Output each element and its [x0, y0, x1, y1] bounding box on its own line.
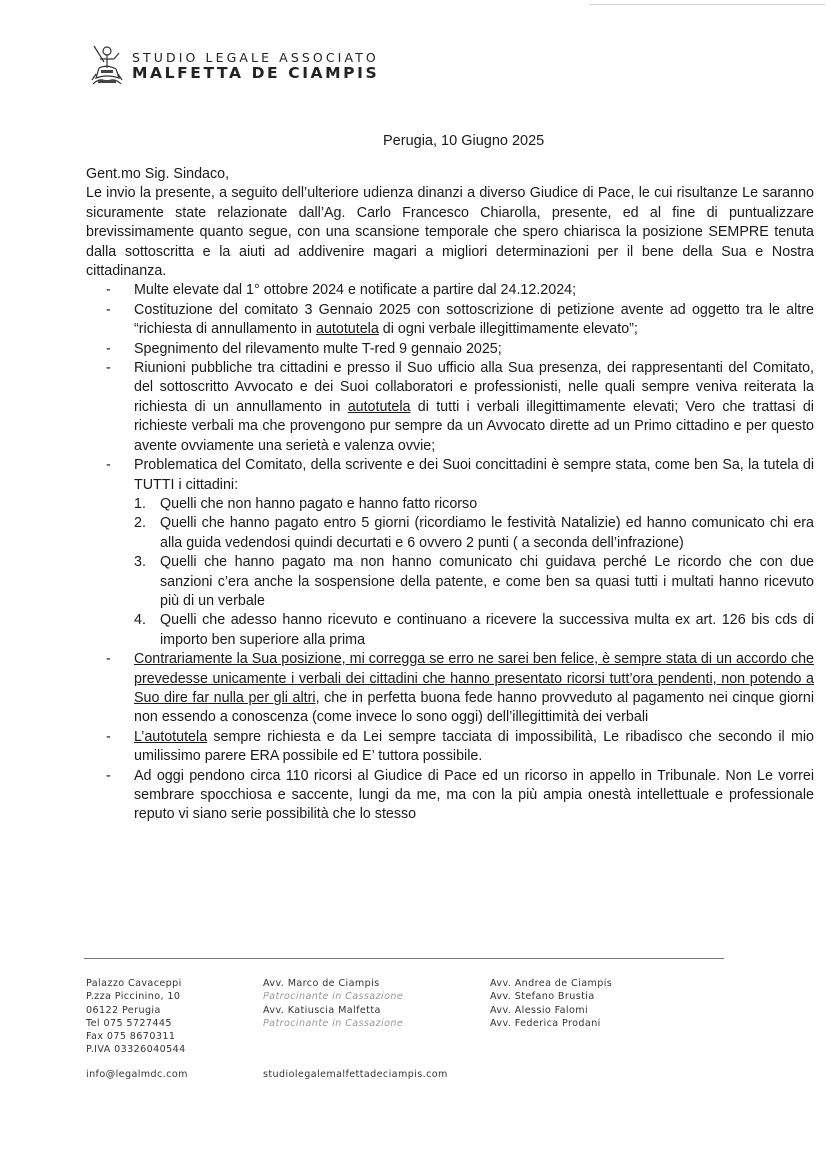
- bullet-text: sempre richiesta e da Lei sempre tacciata di impossibilità, Le ribadisco che secondo il mio umilissimo parere ERA possibile ed E’ tuttora possibile.: [134, 728, 814, 765]
- item-number: 1.: [134, 495, 146, 512]
- numbered-item: [134, 495, 814, 514]
- item-number: 4.: [134, 612, 146, 629]
- underlined-term: autotutela: [347, 398, 411, 415]
- underlined-term: L’autotutela: [134, 728, 208, 745]
- vat-number: P.IVA 03326040544: [86, 1044, 186, 1056]
- bullet-text: Riunioni pubbliche tra cittadini e presso il Suo ufficio alla Sua presenza, dei rappresentanti del Comitato, del sottoscritto Avvocato e dei Suoi collaboratori e professionisti, nelle quali sempre veniva reiterata la richiesta di un annullamento in: [134, 360, 814, 415]
- bullet-text: Multe elevate dal 1° ottobre 2024 e notificate a partire dal 24.12.2024;: [134, 282, 577, 299]
- bullet-item: [86, 281, 814, 300]
- partner-title: Patrocinante in Cassazione: [263, 991, 404, 1003]
- bullet-item: [86, 359, 814, 456]
- letter-body: [86, 165, 814, 825]
- partner-name: Avv. Katiuscia Malfetta: [263, 1004, 381, 1016]
- address-line: 06122 Perugia: [86, 1004, 161, 1016]
- underlined-term: autotutela: [316, 321, 379, 338]
- firm-subtitle: STUDIO LEGALE ASSOCIATO: [132, 50, 379, 65]
- bullet-item: [86, 340, 814, 359]
- item-text: Quelli che hanno pagato ma non hanno comunicato chi guidava perché Le ricordo che con due sanzioni c’era anche la sospensione della patente, e come ben sa quasi tutti i multati hanno ricevuto più di un verbale: [160, 554, 814, 609]
- numbered-item: [134, 611, 814, 650]
- bullet-list: [86, 281, 814, 824]
- phone-number: Tel 075 5727445: [86, 1017, 172, 1029]
- underlined-passage: Contrariamente la Sua posizione, mi corregga se erro ne sarei ben felice, è sempre stata di un accordo che prevedesse unicamente i verbali dei cittadini che hanno presentato ricorsi tutt’ora pendenti, non potendo a Suo dire far nulla per gli altri,: [134, 651, 814, 706]
- item-text: Quelli che hanno pagato entro 5 giorni (ricordiamo le festività Natalizie) ed hanno comunicato chi era alla guida vedendosi quindi decurtati e 6 ovvero 2 punti ( a seconda dell’infrazione): [160, 515, 814, 551]
- item-text: Quelli che non hanno pagato e hanno fatto ricorso: [160, 495, 478, 512]
- associate-name: Avv. Alessio Falomi: [490, 1004, 589, 1016]
- footer-email[interactable]: info@legalmdc.com: [86, 1069, 188, 1080]
- footer-partners: [263, 977, 403, 1030]
- bullet-item: [86, 728, 814, 767]
- bullet-text: di tutti i verbali illegittimamente elevati; Vero che trattasi di richieste verbali ma che provengono pur sempre da un Avvocato dirette ad un Primo cittadino e per questo avente ovviamente una serietà e valenza ovvie;: [134, 398, 814, 454]
- letterhead: [90, 44, 379, 88]
- bullet-text: che in perfetta buona fede hanno provveduto al pagamento nei cinque giorni non essendo a conoscenza (come invece lo sono oggi) dell’illegittimità dei verbali: [134, 689, 815, 726]
- partner-name: Avv. Marco de Ciampis: [263, 978, 380, 989]
- numbered-item: [134, 514, 814, 553]
- bullet-item: [86, 650, 814, 728]
- footer-divider: [84, 958, 724, 959]
- bullet-text: Problematica del Comitato, della scrivente e dei Suoi concittadini è sempre stata, come ben Sa, la tutela di TUTTI i cittadini:: [134, 457, 814, 493]
- letter-date: Perugia, 10 Giugno 2025: [383, 133, 545, 149]
- intro-paragraph: Le invio la presente, a seguito dell’ulteriore udienza dinanzi a diverso Giudice di Pace, le cui risultanze Le saranno sicuramente state relazionate dall’Ag. Carlo Francesco Chiarolla, presente, ed al fine di puntualizzare brevissimamente quanto segue, con una scansione temporale che spero chiarisca la posizione SEMPRE tenuta dalla sottoscritta e la aiuti ad addivenire magari a migliori determinazioni per il bene della Sua e Nostra cittadinanza.: [86, 185, 814, 280]
- bullet-text: Spegnimento del rilevamento multe T-red 9 gennaio 2025;: [134, 340, 502, 357]
- scan-edge-line: [590, 4, 825, 5]
- footer-associates: [490, 977, 612, 1030]
- numbered-item: [134, 553, 814, 611]
- associate-name: Avv. Federica Prodani: [490, 1017, 601, 1029]
- address-line: Palazzo Cavaceppi: [86, 978, 182, 989]
- fax-number: Fax 075 8670311: [86, 1031, 176, 1043]
- bullet-text: di ogni verbale illegittimamente elevato”;: [378, 321, 638, 338]
- address-line: P.zza Piccinino, 10: [86, 991, 181, 1003]
- associate-name: Avv. Andrea de Ciampis: [490, 978, 613, 989]
- footer-website[interactable]: studiolegalemalfettadeciampis.com: [263, 1069, 448, 1080]
- footer-address: [86, 977, 186, 1057]
- partner-title: Patrocinante in Cassazione: [263, 1017, 404, 1029]
- salutation: Gent.mo Sig. Sindaco,: [86, 166, 230, 182]
- bullet-item: [86, 767, 814, 825]
- heraldic-figure-icon: [90, 44, 124, 88]
- item-number: 2.: [134, 515, 146, 532]
- bullet-text: Costituzione del comitato 3 Gennaio 2025 con sottoscrizione di petizione avente ad oggetto tra le altre “richiesta di annullamento in: [134, 301, 814, 338]
- numbered-list: [134, 495, 814, 650]
- associate-name: Avv. Stefano Brustia: [490, 991, 595, 1003]
- bullet-item: [86, 301, 814, 340]
- bullet-text: Ad oggi pendono circa 110 ricorsi al Giudice di Pace ed un ricorso in appello in Tribunale. Non Le vorrei sembrare spocchiosa e saccente, lungi da me, ma con la più ampia onestà intellettuale e professionale reputo vi siano serie possibilità che lo stesso: [134, 767, 814, 823]
- item-text: Quelli che adesso hanno ricevuto e continuano a ricevere la successiva multa ex art. 126 bis cds di importo ben superiore alla prima: [160, 612, 814, 648]
- bullet-item: [86, 456, 814, 650]
- firm-name: MALFETTA DE CIAMPIS: [132, 64, 380, 82]
- item-number: 3.: [134, 554, 146, 571]
